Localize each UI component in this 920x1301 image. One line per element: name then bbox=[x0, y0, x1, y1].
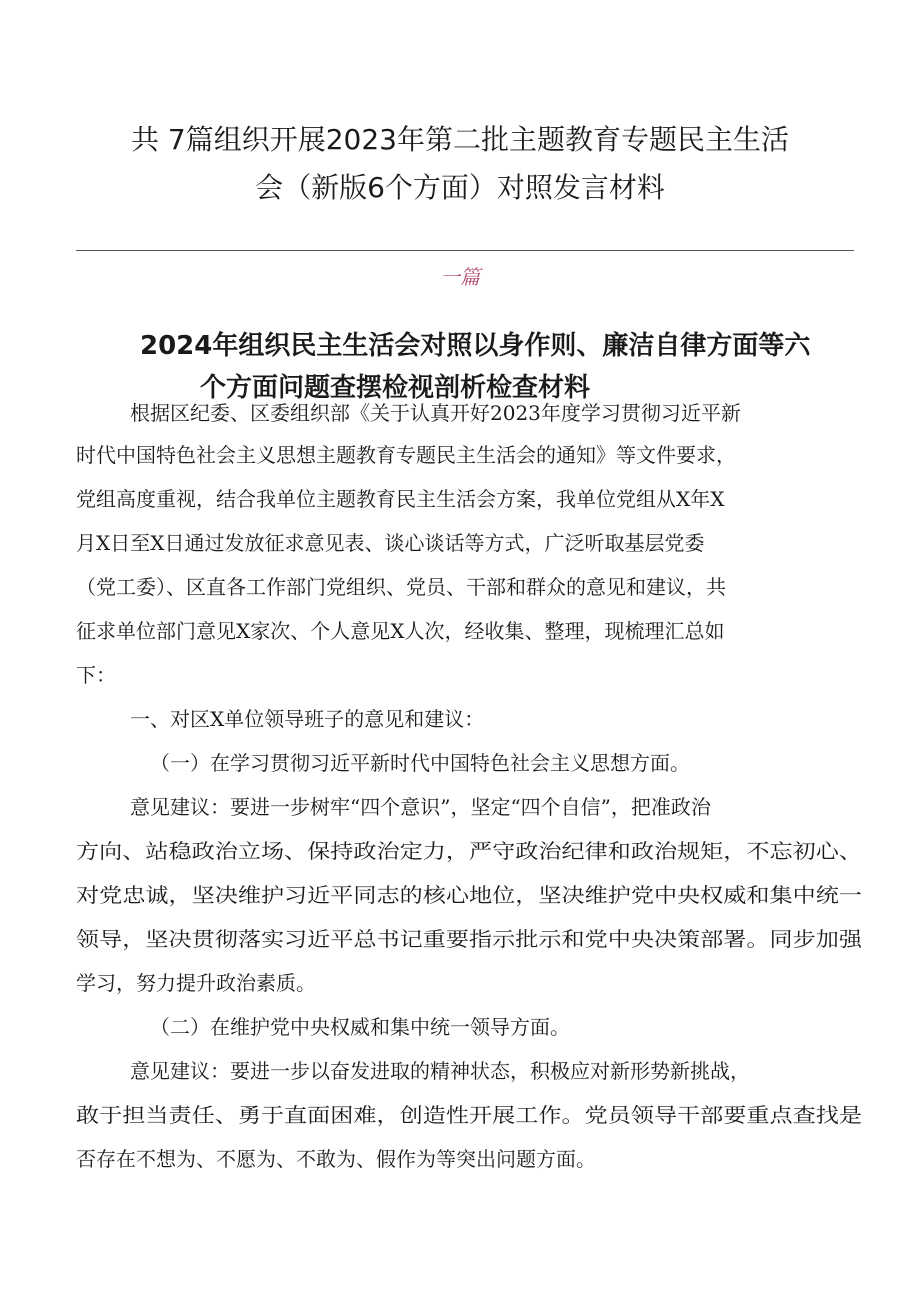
body-line: 党组高度重视，结合我单位主题教育民主生活会方案，我单位党组从X年X bbox=[76, 487, 725, 511]
body-line: （一）在学习贯彻习近平新时代中国特色社会主义思想方面。 bbox=[150, 751, 690, 775]
body-line: 方向、站稳政治立场、保持政治定力，严守政治纪律和政治规矩，不忘初心、 bbox=[76, 839, 862, 863]
body-line: 月X日至X日通过发放征求意见表、谈心谈话等方式，广泛听取基层党委 bbox=[76, 531, 705, 555]
section-heading-line-2: 个方面问题查摆检视剖析检查材料 bbox=[200, 372, 591, 403]
body-line: 领导，坚决贯彻落实习近平总书记重要指示批示和党中央决策部署。同步加强 bbox=[76, 927, 862, 951]
body-line: （党工委）、区直各工作部门党组织、党员、干部和群众的意见和建议，共 bbox=[76, 575, 726, 599]
body-line: 时代中国特色社会主义思想主题教育专题民主生活会的通知》等文件要求， bbox=[76, 443, 736, 467]
title-divider bbox=[76, 250, 854, 251]
body-line: （二）在维护党中央权威和集中统一领导方面。 bbox=[150, 1015, 570, 1039]
body-line: 敢于担当责任、勇于直面困难，创造性开展工作。党员领导干部要重点查找是 bbox=[76, 1103, 862, 1127]
document-title-line-2: 会（新版6个方面）对照发言材料 bbox=[255, 171, 665, 204]
body-line: 征求单位部门意见X家次、个人意见X人次，经收集、整理，现梳理汇总如 bbox=[76, 619, 725, 643]
body-line: 一、对区X单位领导班子的意见和建议： bbox=[130, 707, 485, 731]
body-line: 对党忠诚，坚决维护习近平同志的核心地位，坚决维护党中央权威和集中统一 bbox=[76, 883, 862, 907]
body-line: 意见建议：要进一步树牢“四个意识”，坚定“四个自信”，把准政治 bbox=[130, 795, 711, 819]
body-line: 否存在不想为、不愿为、不敢为、假作为等突出问题方面。 bbox=[76, 1147, 596, 1171]
body-line: 下： bbox=[76, 663, 116, 687]
body-line: 根据区纪委、区委组织部《关于认真开好2023年度学习贯彻习近平新 bbox=[130, 401, 741, 425]
document-title-line-1: 共 7篇组织开展2023年第二批主题教育专题民主生活 bbox=[131, 123, 789, 156]
body-line: 学习，努力提升政治素质。 bbox=[76, 971, 316, 995]
section-heading-line-1: 2024年组织民主生活会对照以身作则、廉洁自律方面等六 bbox=[140, 330, 811, 361]
body-line: 意见建议：要进一步以奋发进取的精神状态，积极应对新形势新挑战， bbox=[130, 1059, 750, 1083]
section-label: 一篇 bbox=[440, 265, 480, 289]
